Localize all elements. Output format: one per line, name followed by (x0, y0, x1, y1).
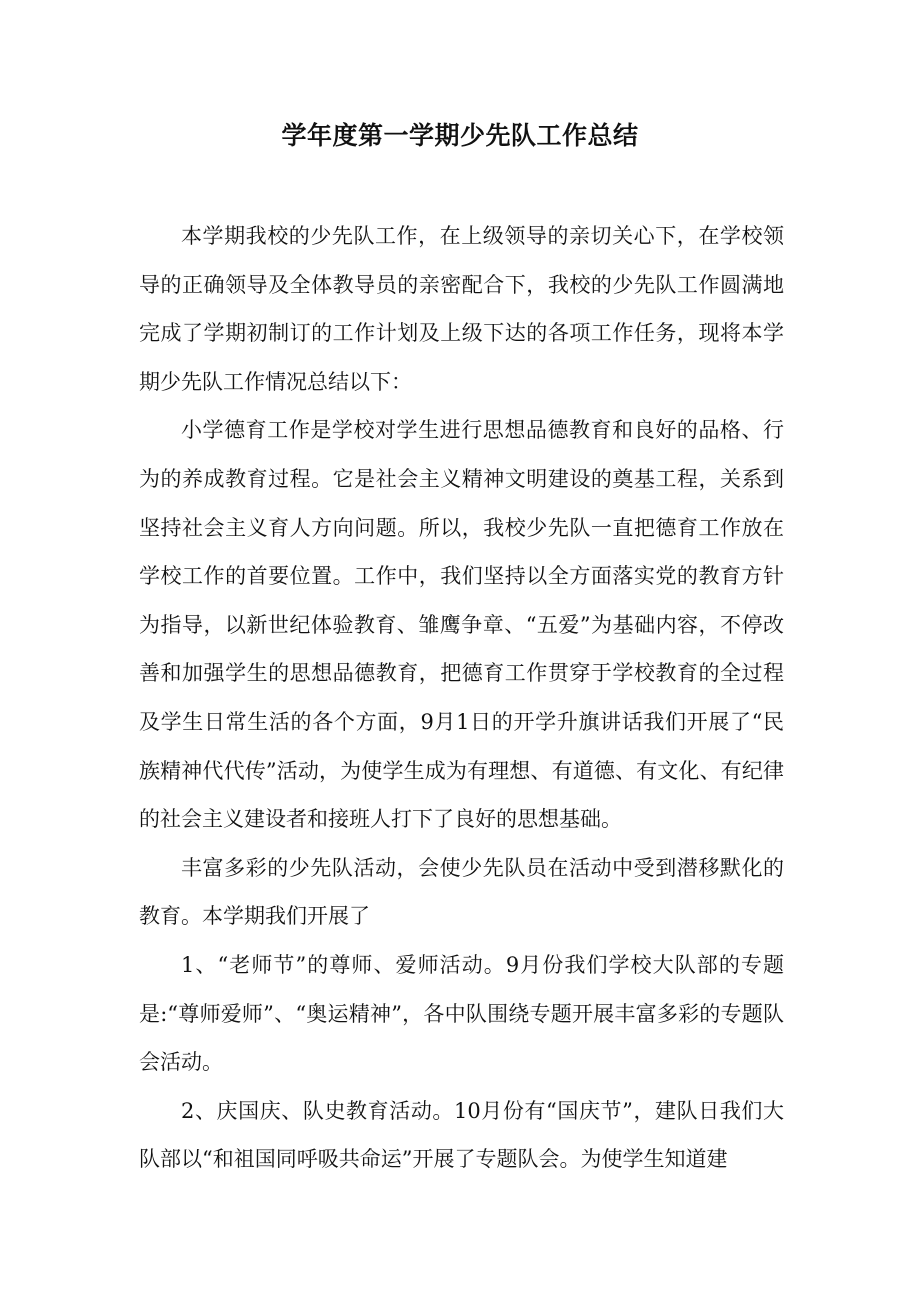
paragraph-activities-intro: 丰富多彩的少先队活动，会使少先队员在活动中受到潜移默化的教育。本学期我们开展了 (139, 855, 784, 929)
paragraph-intro: 本学期我校的少先队工作，在上级领导的亲切关心下，在学校领导的正确领导及全体教导员的亲密配合下，我校的少先队工作圆满地完成了学期初制订的工作计划及上级下达的各项工作任务，现将本学期少先队工作情况总结以下： (139, 224, 784, 394)
paragraph-activity-national-day: 2、庆国庆、队史教育活动。10月份有“国庆节”，建队日我们大队部以“和祖国同呼吸共命运”开展了专题队会。为使学生知道建 (139, 1098, 784, 1172)
paragraph-moral-education: 小学德育工作是学校对学生进行思想品德教育和良好的品格、行为的养成教育过程。它是社会主义精神文明建设的奠基工程，关系到坚持社会主义育人方向问题。所以，我校少先队一直把德育工作放在学校工作的首要位置。工作中，我们坚持以全方面落实党的教育方针为指导，以新世纪体验教育、雏鹰争章、“五爱”为基础内容，不停改善和加强学生的思想品德教育，把德育工作贯穿于学校教育的全过程及学生日常生活的各个方面，9月1日的开学升旗讲话我们开展了“民族精神代代传”活动，为使学生成为有理想、有道德、有文化、有纪律的社会主义建设者和接班人打下了良好的思想基础。 (139, 418, 784, 832)
document-title: 学年度第一学期少先队工作总结 (281, 121, 639, 150)
document-body (139, 212, 784, 1184)
paragraph-activity-teachers-day: 1、“老师节”的尊师、爱师活动。9月份我们学校大队部的专题是:“尊师爱师”、“奥运精神”，各中队围绕专题开展丰富多彩的专题队会活动。 (139, 952, 784, 1075)
